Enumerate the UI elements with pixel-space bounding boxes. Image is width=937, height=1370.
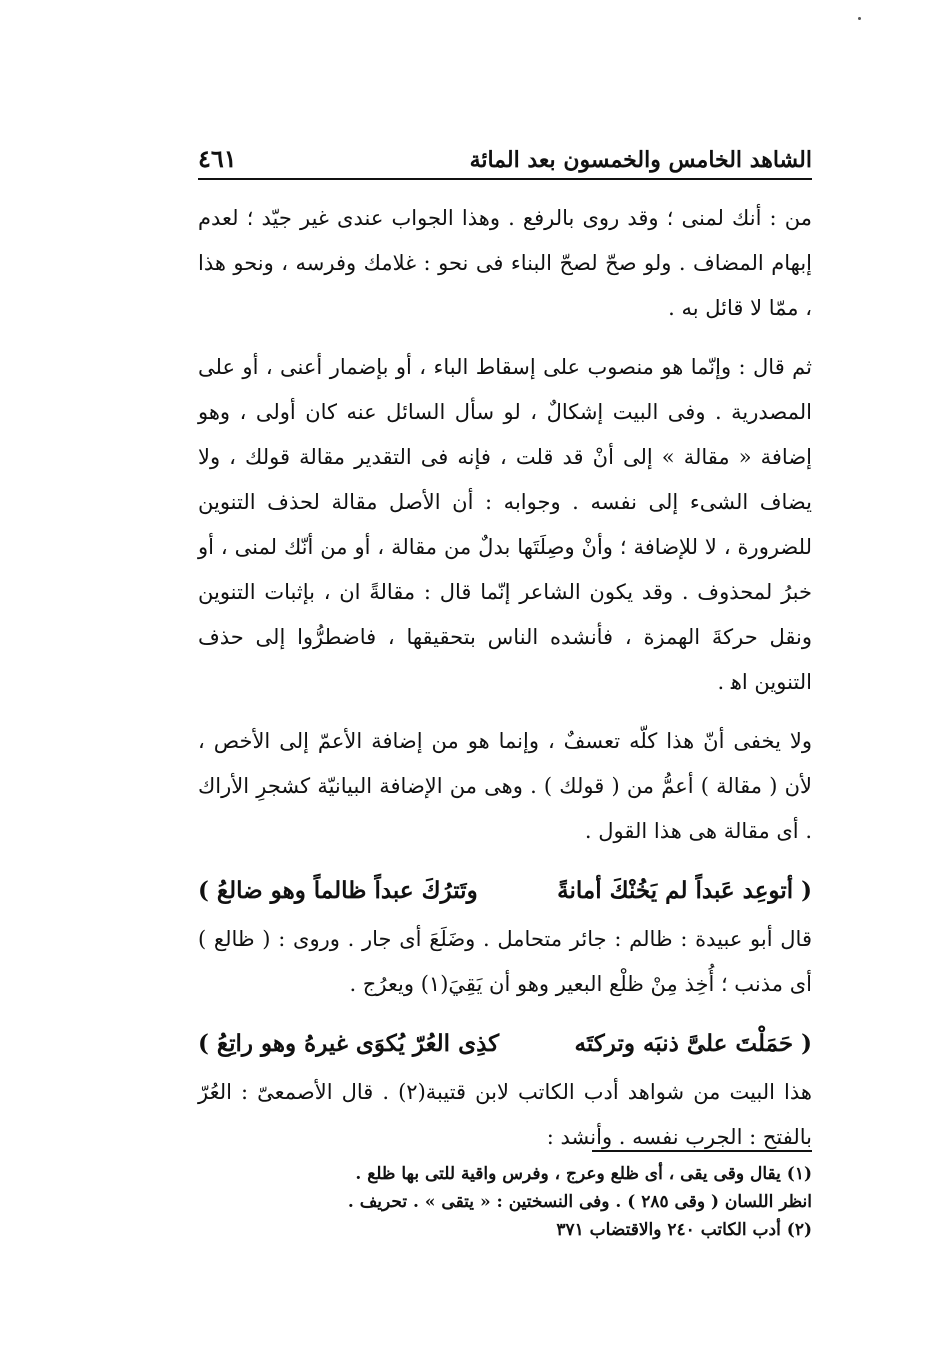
- verse-1: [198, 868, 812, 913]
- verse-2-second-hemistich: كذِى العُرّ يُكوَى غيرهُ وهو راتِعُ ): [198, 1030, 500, 1057]
- page-header: [198, 133, 812, 173]
- verse-1-first-hemistich: ( أتوعِد عَبداً لم يَخُنْكَ أمانةً: [557, 877, 812, 904]
- footnote-2: (٢) أدب الكاتب ٢٤٠ والاقتضاب ٣٧١: [556, 1220, 812, 1240]
- paragraph-2: ثم قال : وإنّما هو منصوب على إسقاط الباء ، أو بإضمار أعنى ، أو على المصدرية . وفى البيت إشكالٌ ، لو سأل السائل عنه كان أولى ، وهو إضافة « مقالة » إلى أنْ قد قلت ، فإنه فى التقدير مقالة قولك ، ولا يضاف الشىء إلى نفسه . وجوابه : أن الأصل مقالة لحذف التنوين للضرورة ، لا للإضافة ؛ وأنْ وصِلَتَها بدلٌ من مقالة ، أو من أنّك لمنى ، أو خبرُ لمحذوف . وقد يكون الشاعر إنّما قال : مقالةً ان ، بإثبات التنوين ونقل حركةَ الهمزة ، فأنشده الناس بتحقيقها ، فاضطرُّوا إلى حذف التنوين اﻫ .: [198, 355, 812, 694]
- header-rule: [198, 178, 812, 180]
- footnote-1: (١) يقال وقى يقى ، أى ظلع وعرج ، وفرس واقية للتى بها ظلع .: [355, 1164, 812, 1184]
- paragraph-5: هذا البيت من شواهد أدب الكاتب لابن قتيبة(٢) . قال الأصمعىّ : العُرّ بالفتح : الجرب نفسه . وأنشد :: [198, 1080, 812, 1149]
- paragraph-4: قال أبو عبيدة : ظالم : جائر متحامل . وضَلَعَ أى جار . وروى : ( ظالع ) أى مذنب ؛ أُخِذ مِنْ ظلْع البعير وهو أن يَقِيَ(١) ويعرُج .: [198, 927, 812, 996]
- running-head: الشاهد الخامس والخمسون بعد المائة: [469, 147, 812, 173]
- footnotes: [198, 1160, 812, 1244]
- footnote-1-continuation: انظر اللسان ( وقى ٢٨٥ ) . وفى النسختين : « يتقى » . تحريف .: [347, 1192, 812, 1212]
- verse-2: [198, 1021, 812, 1066]
- main-text: [198, 196, 812, 1160]
- paragraph-1: من : أنك لمنى ؛ وقد روى بالرفع . وهذا الجواب عندى غير جيّد ؛ لعدم إبهام المضاف . ولو صحّ لصحّ البناء فى نحو : غلامك وفرسه ، ونحو هذا ، ممّا لا قائل به .: [198, 206, 812, 320]
- page-number: ٤٦١: [198, 144, 237, 173]
- footnote-rule: [592, 1150, 812, 1152]
- scan-speck: [858, 17, 861, 20]
- paragraph-3: ولا يخفى أنّ هذا كلّه تعسفٌ ، وإنما هو من إضافة الأعمّ إلى الأخص ، لأن ( مقالة ) أعمُّ من ( قولك ) . وهى من الإضافة البيانيّة كشجرِ الأراك . أى مقالة هى هذا القول .: [198, 729, 812, 843]
- verse-1-second-hemistich: وتَترُكَ عبداً ظالماً وهو ضالعُ ): [198, 877, 478, 904]
- verse-2-first-hemistich: ( حَمَلْتَ علىَّ ذنبَه وتركتَه: [574, 1030, 812, 1057]
